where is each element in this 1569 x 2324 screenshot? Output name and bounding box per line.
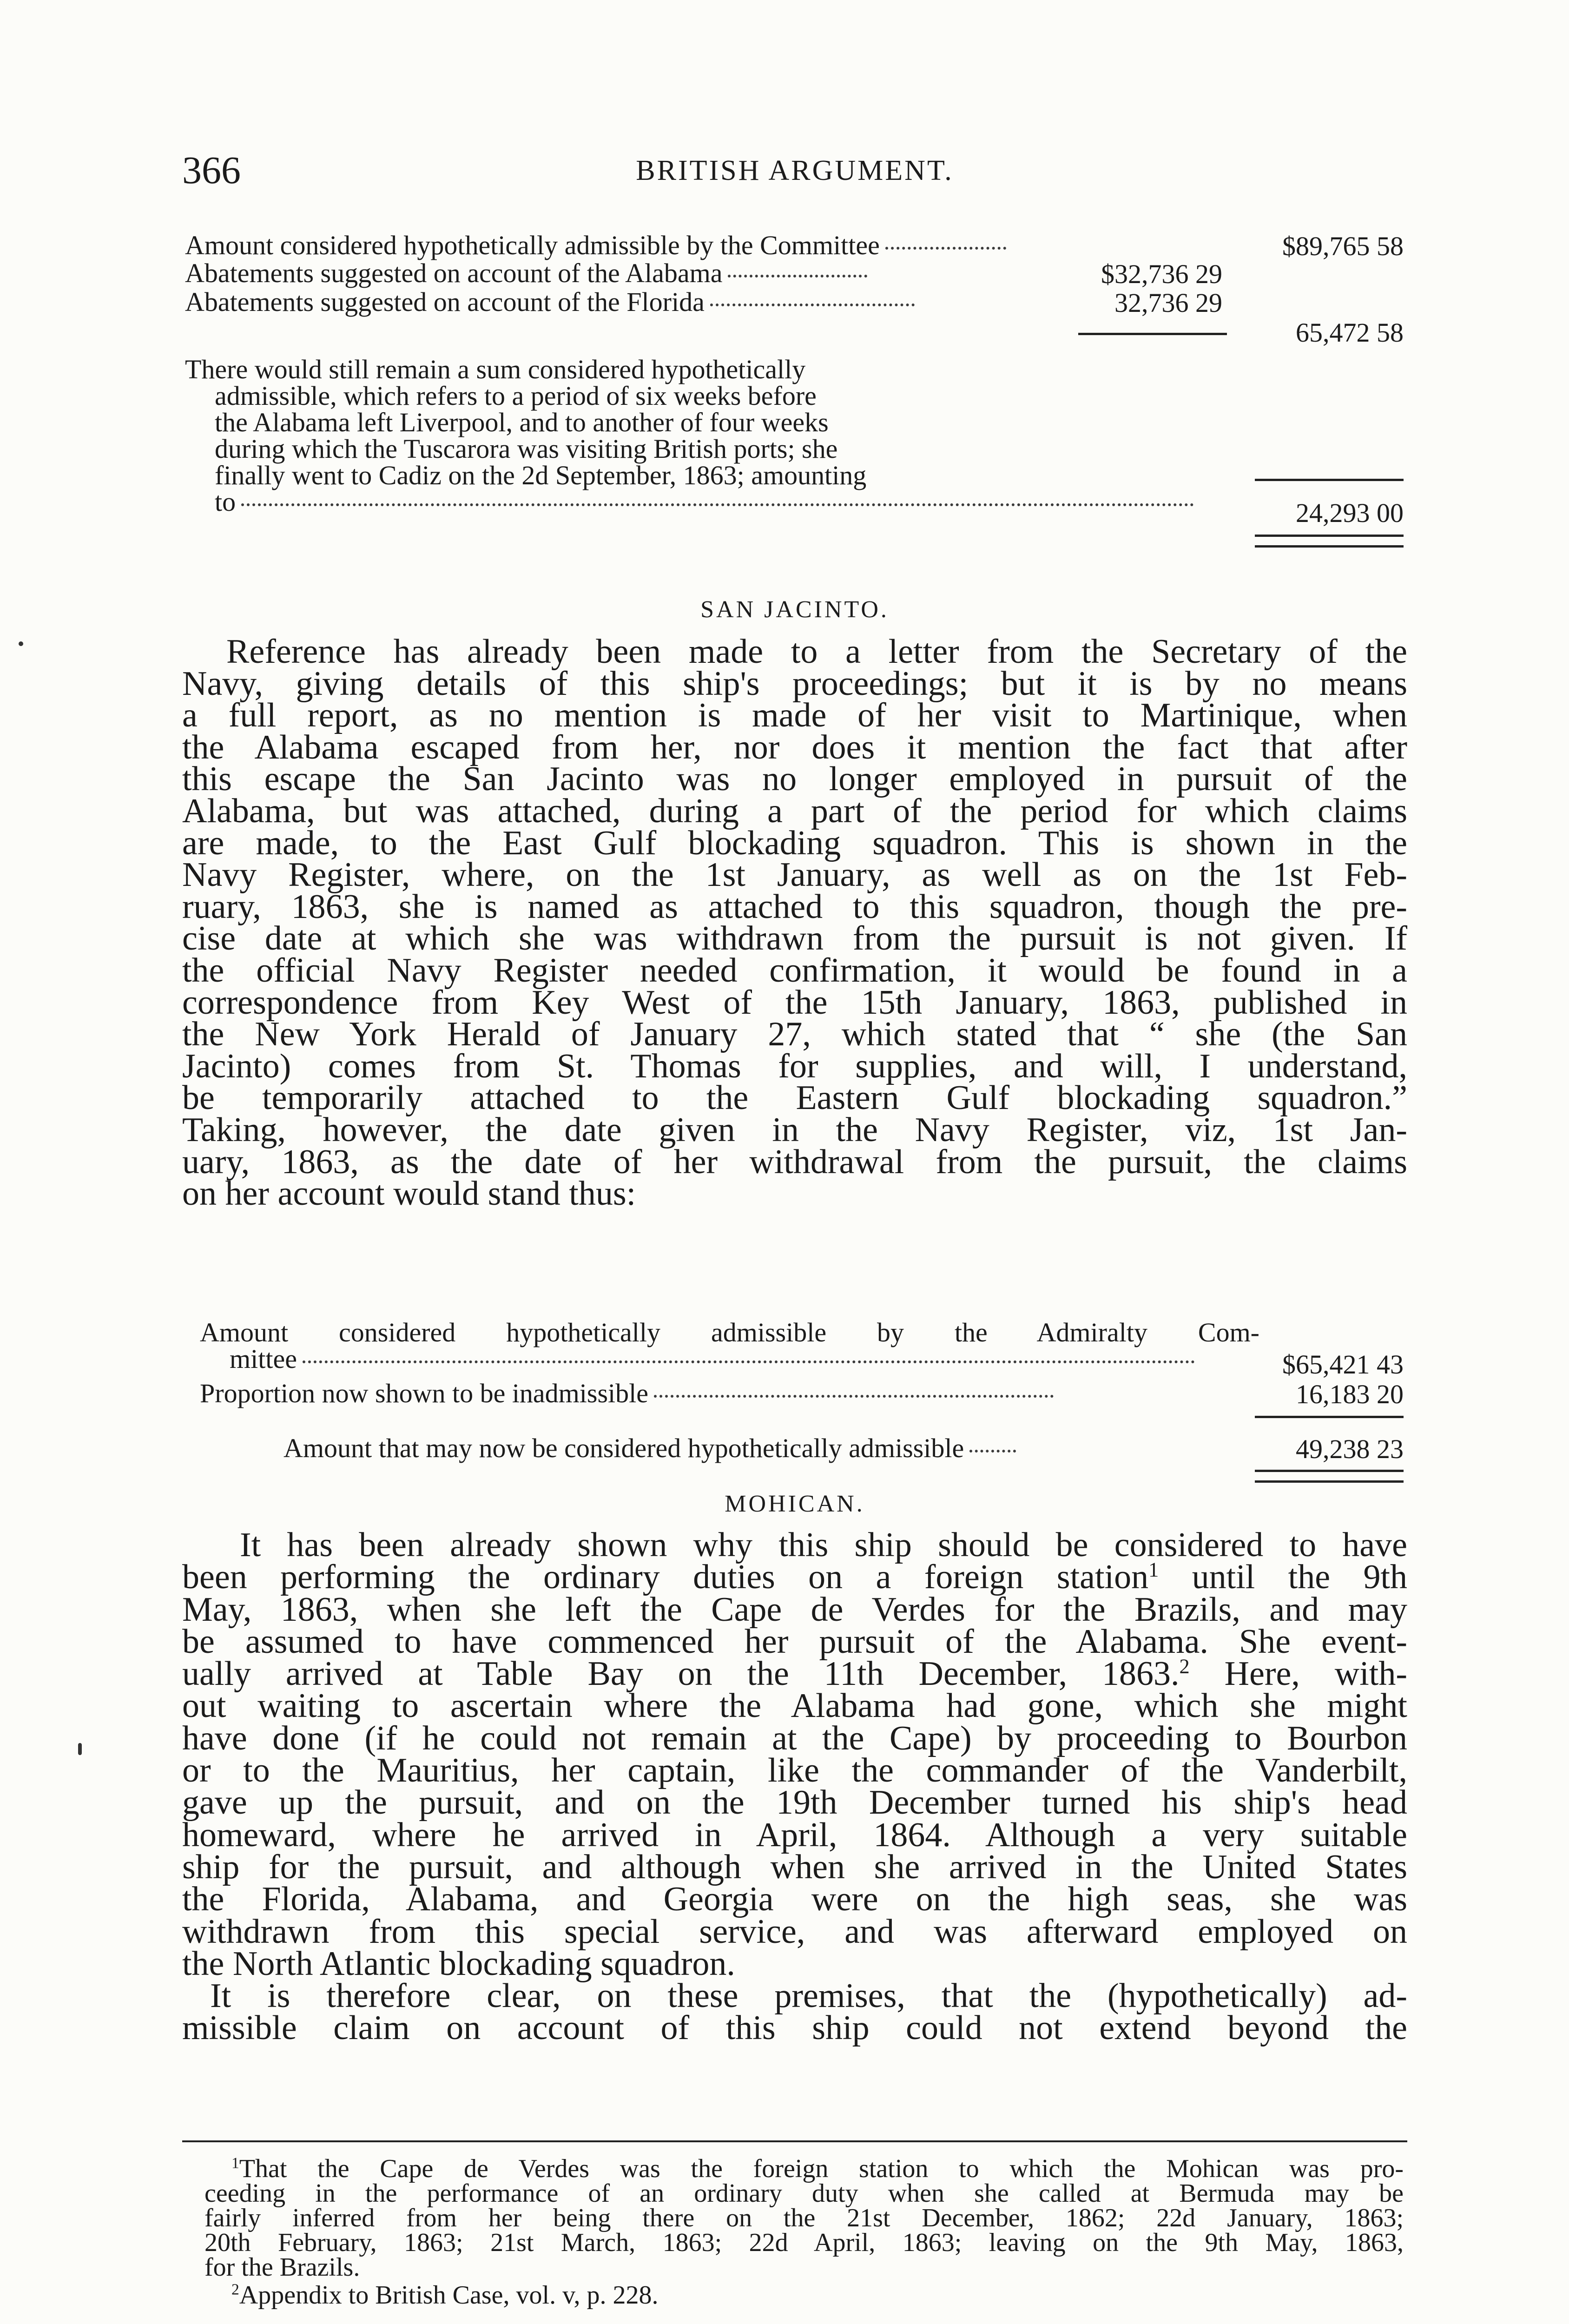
entry-line-text: to bbox=[215, 487, 236, 517]
row-label: Proportion now shown to be inadmissible bbox=[200, 1378, 649, 1408]
double-rule bbox=[1255, 1470, 1404, 1483]
remaining-sum-entry bbox=[185, 356, 1105, 515]
text-line: ship for the pursuit, and although when she arrived in the United States bbox=[182, 1848, 1407, 1886]
footnote-2 bbox=[204, 2283, 1404, 2308]
scan-speck bbox=[78, 1743, 82, 1755]
text-span: until the 9th bbox=[1192, 1558, 1407, 1597]
table-row bbox=[185, 258, 873, 288]
row-label: Amount considered hypothetically admissible by the Committee bbox=[185, 230, 880, 260]
text-line: Alabama, but was attached, during a part of the period for which claims bbox=[182, 792, 1407, 830]
scan-speck bbox=[19, 641, 23, 646]
text-span: Here, with- bbox=[1224, 1655, 1408, 1693]
row-amount: 16,183 20 bbox=[1296, 1379, 1404, 1409]
footnote-number: 2 bbox=[231, 2281, 239, 2298]
double-rule bbox=[1255, 535, 1404, 548]
subtotal-amount: 65,472 58 bbox=[1296, 317, 1404, 348]
mohican-paragraph bbox=[182, 1526, 1408, 2047]
total-rule bbox=[1255, 479, 1404, 481]
text-line: the New York Herald of January 27, which stated that “ she (the San bbox=[182, 1015, 1407, 1054]
page-number: 366 bbox=[182, 149, 241, 192]
text-line: gave up the pursuit, and on the 19th December turned his ship's head bbox=[182, 1783, 1407, 1822]
text-line: It is therefore clear, on these premises, that the (hypothetically) ad- bbox=[210, 1977, 1407, 2015]
text-span: been performing the ordinary duties on a foreign station bbox=[182, 1558, 1149, 1597]
text-line: correspondence from Key West of the 15th January, 1863, published in bbox=[182, 983, 1407, 1022]
entry-line: during which the Tuscarora was visiting British ports; she bbox=[215, 434, 838, 464]
entry-line bbox=[185, 489, 1105, 515]
footnote-line: fairly inferred from her being there on the 21st December, 1862; 22d January, 1863; bbox=[204, 2204, 1404, 2232]
total-rule bbox=[1255, 1416, 1404, 1418]
text-line: May, 1863, when she left the Cape de Verdes for the Brazils, and may bbox=[182, 1590, 1407, 1629]
entry-line: admissible, which refers to a period of six weeks before bbox=[215, 381, 817, 411]
footnote-ref: 1 bbox=[1148, 1558, 1159, 1581]
row-label-text: mittee bbox=[230, 1344, 297, 1374]
table-row bbox=[200, 1379, 1059, 1408]
remaining-amount: 24,293 00 bbox=[1296, 498, 1404, 528]
entry-line: the Alabama left Liverpool, and to another of four weeks bbox=[215, 407, 829, 437]
text-line bbox=[182, 1558, 1407, 1597]
page-header bbox=[182, 148, 1407, 190]
text-line: Navy, giving details of this ship's proceedings; but it is by no means bbox=[182, 664, 1407, 703]
text-line: missible claim on account of this ship could not extend beyond the bbox=[182, 2009, 1407, 2047]
text-line: cise date at which she was withdrawn from the pursuit is not given. If bbox=[182, 919, 1407, 958]
footnote-line: 20th February, 1863; 21st March, 1863; 22d April, 1863; leaving on the 9th May, 1863, bbox=[204, 2228, 1404, 2257]
row-label: Amount that may now be considered hypothetically admissible bbox=[283, 1433, 964, 1463]
text-line: homeward, where he arrived in April, 1864. Although a very suitable bbox=[182, 1816, 1407, 1854]
san-jacinto-paragraph bbox=[182, 633, 1407, 1213]
table-row bbox=[200, 1319, 1259, 1372]
row-amount: $32,736 29 bbox=[1101, 259, 1222, 289]
text-line bbox=[182, 1654, 1408, 1693]
subtotal-rule bbox=[1078, 333, 1227, 335]
table-row bbox=[283, 1433, 1022, 1463]
text-line: are made, to the East Gulf blockading squadron. This is shown in the bbox=[182, 824, 1407, 862]
text-line: Jacinto) comes from St. Thomas for supplies, and will, I understand, bbox=[182, 1047, 1407, 1085]
entry-line: finally went to Cadiz on the 2d September, 1863; amounting bbox=[215, 460, 867, 490]
text-line: a full report, as no mention is made of her visit to Martinique, when bbox=[182, 696, 1407, 735]
text-line: the official Navy Register needed confirmation, it would be found in a bbox=[182, 951, 1407, 990]
total-amount: 49,238 23 bbox=[1296, 1434, 1404, 1464]
row-amount: $89,765 58 bbox=[1282, 231, 1404, 261]
table-row bbox=[185, 231, 1012, 260]
text-line: withdrawn from this special service, and was afterward employed on bbox=[182, 1912, 1407, 1951]
row-amount: 32,736 29 bbox=[1114, 288, 1222, 318]
text-line: or to the Mauritius, her captain, like the commander of the Vanderbilt, bbox=[182, 1751, 1407, 1790]
table-row bbox=[185, 287, 920, 317]
text-line: Taking, however, the date given in the Navy Register, viz, 1st Jan- bbox=[182, 1110, 1407, 1149]
footnote-text: That the Cape de Verdes was the foreign station to which the Mohican was pro- bbox=[239, 2154, 1404, 2183]
footnote-ref: 2 bbox=[1179, 1654, 1190, 1678]
section-heading-san-jacinto: SAN JACINTO. bbox=[700, 596, 889, 623]
text-line: have done (if he could not remain at the Cape) by proceeding to Bourbon bbox=[182, 1719, 1407, 1757]
text-line: be temporarily attached to the Eastern Gulf blockading squadron.” bbox=[182, 1079, 1407, 1117]
text-line: Navy Register, where, on the 1st January, as well as on the 1st Feb- bbox=[182, 856, 1407, 894]
text-line: on her account would stand thus: bbox=[182, 1175, 636, 1213]
text-line: Reference has already been made to a letter from the Secretary of the bbox=[226, 633, 1407, 671]
text-line: out waiting to ascertain where the Alabama had gone, which she might bbox=[182, 1687, 1407, 1725]
text-line: the Alabama escaped from her, nor does it mention the fact that after bbox=[182, 728, 1407, 766]
text-line: be assumed to have commenced her pursuit of the Alabama. She event- bbox=[182, 1622, 1407, 1661]
row-label bbox=[200, 1346, 1259, 1372]
row-label: Amount considered hypothetically admissible by the Admiralty Com- bbox=[200, 1317, 1259, 1347]
footnote-1 bbox=[204, 2154, 1404, 2282]
row-amount: $65,421 43 bbox=[1282, 1349, 1404, 1380]
footnote-number: 1 bbox=[231, 2154, 239, 2172]
text-line: It has been already shown why this ship should be considered to have bbox=[240, 1526, 1407, 1564]
footnote-rule bbox=[182, 2140, 1407, 2142]
entry-line: There would still remain a sum considered hypothetically bbox=[185, 354, 806, 384]
footnote-line bbox=[204, 2283, 1404, 2308]
running-title: BRITISH ARGUMENT. bbox=[636, 155, 954, 186]
row-label: Abatements suggested on account of the Florida bbox=[185, 287, 705, 317]
text-line: ruary, 1863, she is named as attached to this squadron, though the pre- bbox=[182, 887, 1407, 926]
text-line: the Florida, Alabama, and Georgia were on the high seas, she was bbox=[182, 1880, 1407, 1919]
footnote-text: Appendix to British Case, vol. v, p. 228. bbox=[239, 2281, 659, 2310]
text-line: the North Atlantic blockading squadron. bbox=[182, 1944, 735, 1983]
text-span: ually arrived at Table Bay on the 11th December, 1863. bbox=[182, 1655, 1180, 1693]
text-line: uary, 1863, as the date of her withdrawal from the pursuit, the claims bbox=[182, 1142, 1407, 1181]
footnote-line bbox=[204, 2154, 1404, 2183]
row-label: Abatements suggested on account of the Alabama bbox=[185, 258, 723, 288]
footnote-line: ceeding in the performance of an ordinary duty when she called at Bermuda may be bbox=[204, 2179, 1404, 2208]
text-line: this escape the San Jacinto was no longer employed in pursuit of the bbox=[182, 760, 1407, 799]
footnote-line: for the Brazils. bbox=[204, 2253, 360, 2282]
section-heading-mohican: MOHICAN. bbox=[725, 1491, 865, 1517]
